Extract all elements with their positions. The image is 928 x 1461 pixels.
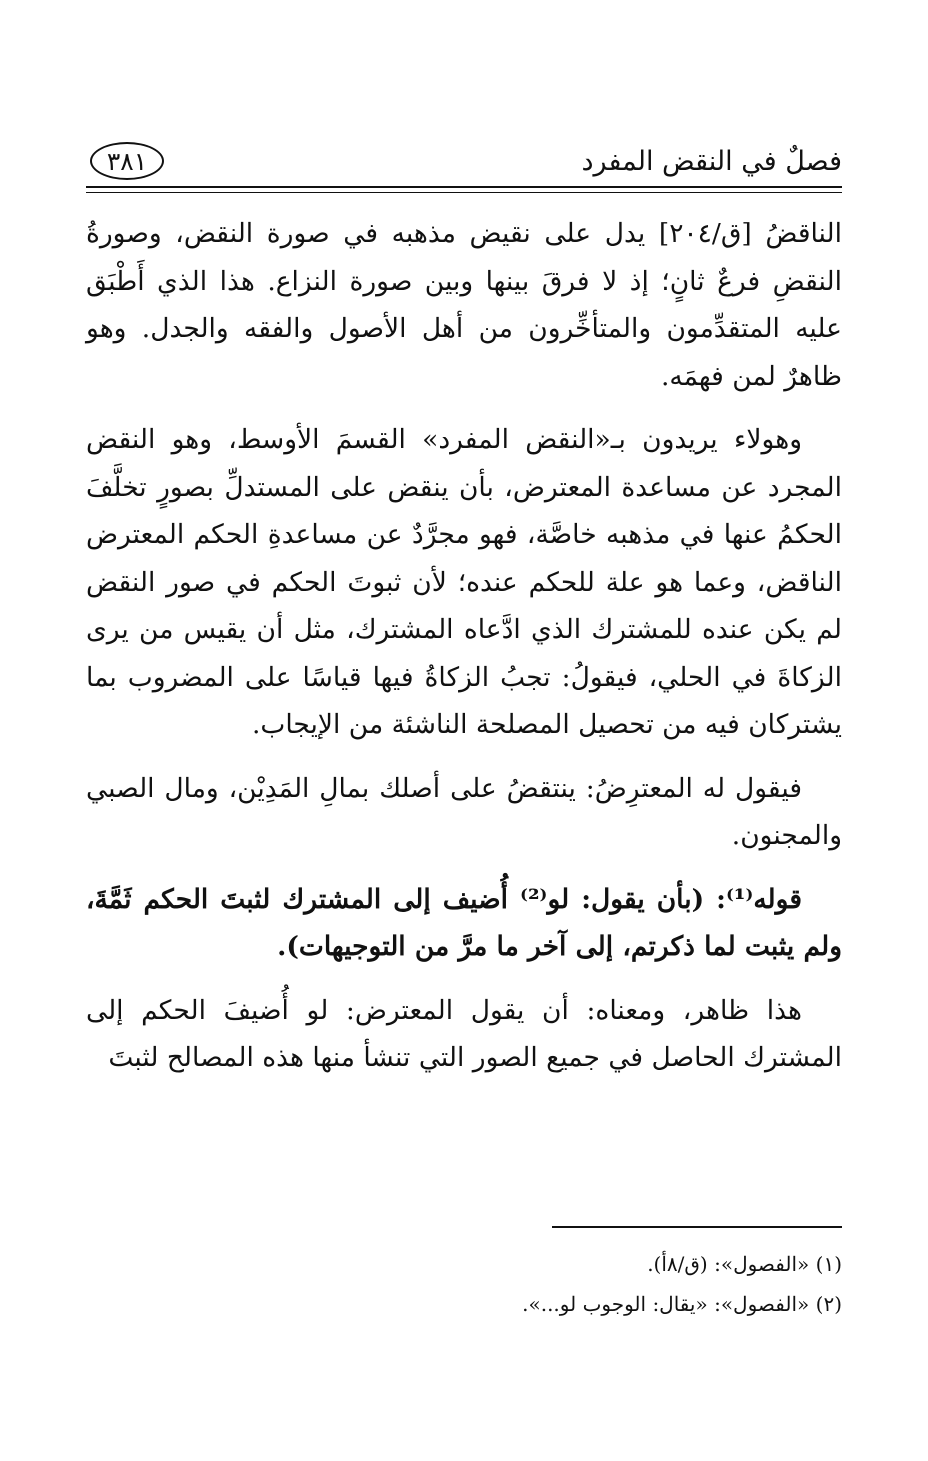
- footnote-2: (٢) «الفصول»: «يقال: الوجوب لو...».: [522, 1292, 842, 1316]
- paragraph-1: الناقضُ [ق/٢٠٤] يدل على نقيض مذهبه في صورة النقض، وصورةُ النقضِ فرعٌ ثانٍ؛ إذ لا فرقَ بينها وبين صورة النزاع. هذا الذي أَطْبَق عليه المتقدِّمون والمتأخِّرون من أهل الأصول والفقه والجدل. وهو ظاهرٌ لمن فهمَه.: [86, 218, 842, 392]
- main-text: [86, 210, 842, 1098]
- paragraph-4-quote: قوله⁽¹⁾: (بأن يقول: لو⁽²⁾ أُضيف إلى المشترك لثبتَ الحكم ثَمَّةَ، ولم يثبت لما ذكرتم، إلى آخر ما مرَّ من التوجيهات).: [86, 883, 842, 962]
- paragraph-2: وهولاء يريدون بـ«النقض المفرد» القسمَ الأوسط، وهو النقض المجرد عن مساعدة المعترض، بأن ينقض على المستدلِّ بصورٍ تخلَّفَ الحكمُ عنها في مذهبه خاصَّة، فهو مجرَّدٌ عن مساعدةِ الحكم المعترض الناقض، وعما هو علة للحكم عنده؛ لأن ثبوتَ الحكم في صور النقض لم يكن عنده للمشترك الذي ادَّعاه المشترك، مثل أن يقيس من يرى الزكاةَ في الحلي، فيقولُ: تجبُ الزكاةُ فيها قياسًا على المضروب بما يشتركان فيه من تحصيل المصلحة الناشئة من الإيجاب.: [86, 424, 842, 740]
- page-number: ٣٨١: [90, 142, 164, 180]
- footnote-divider: [552, 1226, 842, 1228]
- footnotes: [86, 1244, 842, 1324]
- paragraph-3: فيقول له المعترِضُ: ينتقضُ على أصلك بمالِ المَدِيْن، ومال الصبي والمجنون.: [86, 772, 842, 851]
- page-header: [86, 140, 842, 188]
- running-title: فصلٌ في النقض المفرد: [581, 146, 842, 177]
- footnote-1: (١) «الفصول»: (ق/٨أ).: [647, 1252, 842, 1276]
- paragraph-5: هذا ظاهر، ومعناه: أن يقول المعترض: لو أُضيفَ الحكم إلى المشترك الحاصل في جميع الصور التي تنشأ منها هذه المصالح لثبتَ: [86, 994, 842, 1073]
- header-divider: [86, 186, 842, 193]
